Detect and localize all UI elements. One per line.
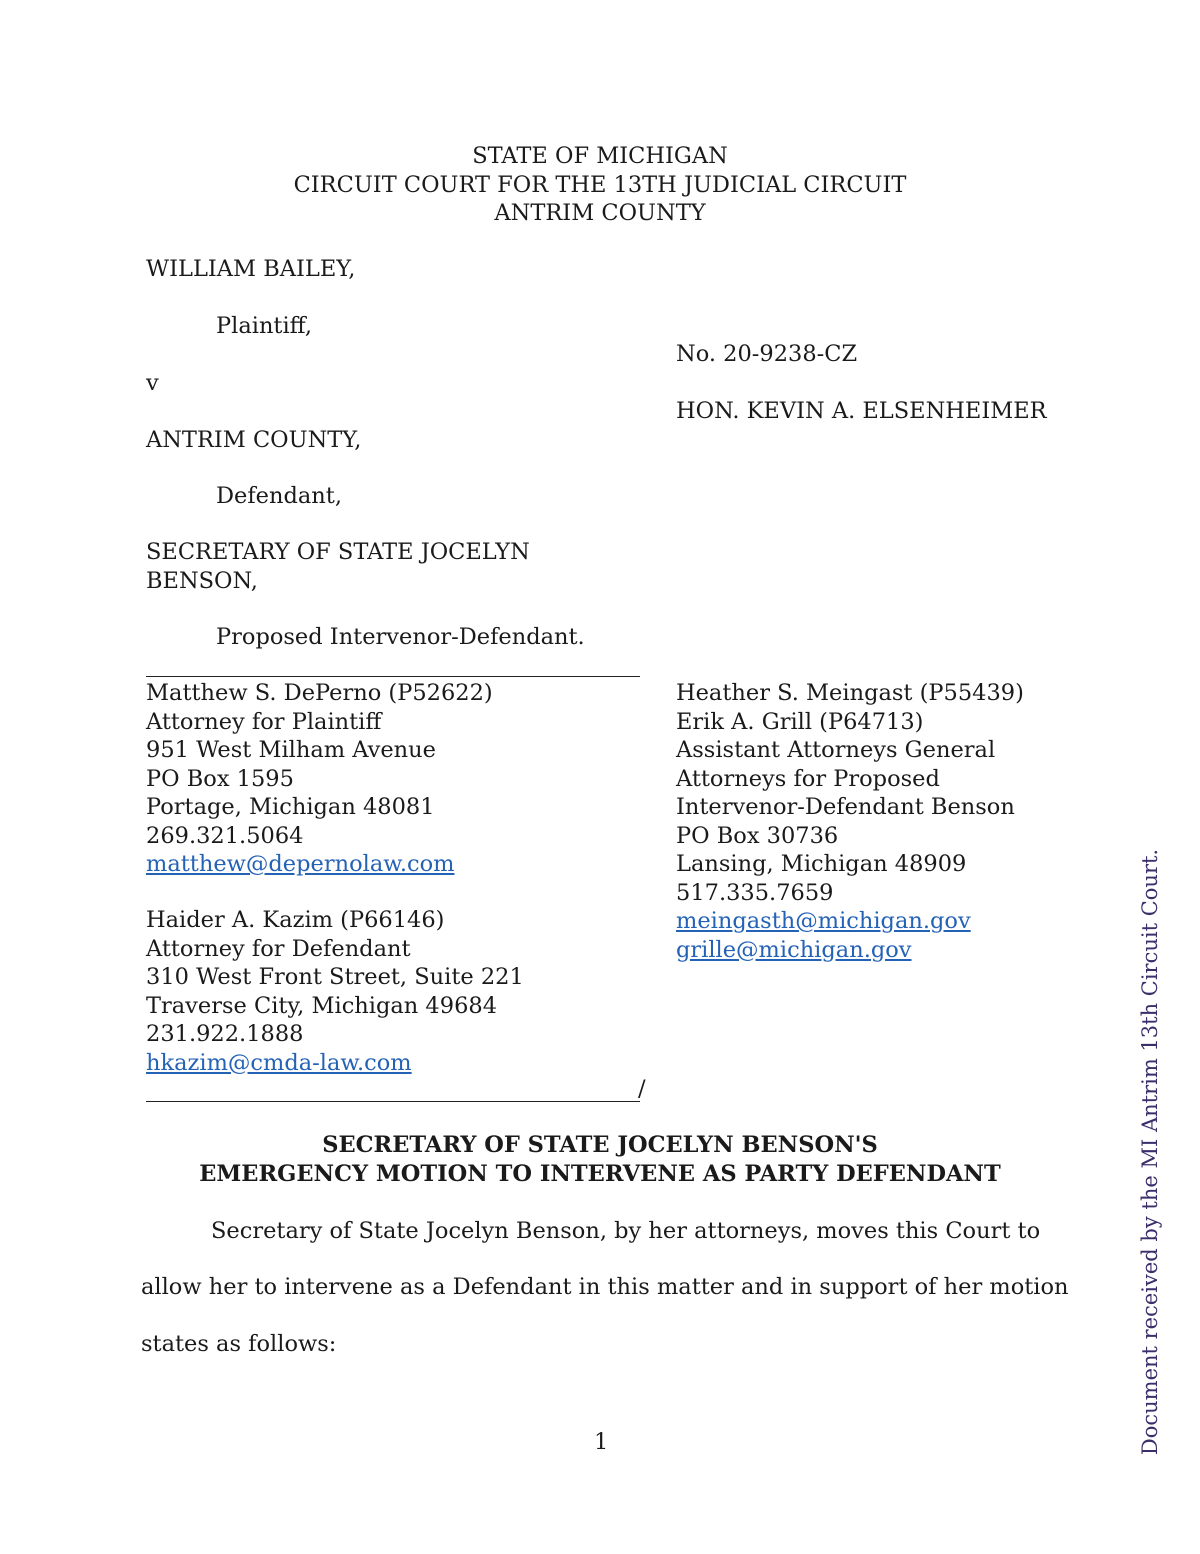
intervenor-counsel-title: Assistant Attorneys General [676, 737, 996, 763]
intervenor-counsel-name-2: Erik A. Grill (P64713) [676, 708, 924, 735]
defendant-counsel-block [146, 906, 524, 1077]
intervenor-name-line1: SECRETARY OF STATE JOCELYN [146, 539, 530, 565]
intervenor-name-line2: BENSON, [146, 567, 258, 594]
defendant-counsel-phone: 231.922.1888 [146, 1021, 304, 1047]
court-circuit: CIRCUIT COURT FOR THE 13TH JUDICIAL CIRCUIT [293, 171, 907, 198]
intervenor-counsel-role-1: Attorneys for Proposed [676, 765, 940, 792]
caption-divider-bottom [146, 1101, 640, 1102]
motion-title-line2: EMERGENCY MOTION TO INTERVENE AS PARTY DEFENDANT [199, 1160, 1001, 1187]
court-state: STATE OF MICHIGAN [472, 143, 728, 169]
intervenor-role: Proposed Intervenor-Defendant. [216, 624, 585, 650]
plaintiff-counsel-city: Portage, Michigan 48081 [146, 794, 435, 820]
plaintiff-counsel-phone: 269.321.5064 [146, 822, 304, 849]
caption-end-slash: / [638, 1076, 646, 1102]
case-number: No. 20-9238-CZ [676, 341, 858, 367]
intervenor-counsel-email-link-1[interactable]: meingasth@michigan.gov [676, 908, 971, 934]
defendant-name: ANTRIM COUNTY, [146, 427, 362, 453]
motion-body-line2: allow her to intervene as a Defendant in this matter and in support of her motion [141, 1274, 1069, 1300]
intervenor-counsel-email-link-2[interactable]: grille@michigan.gov [676, 936, 912, 963]
page-number: 1 [594, 1429, 609, 1455]
defendant-role: Defendant, [216, 483, 342, 509]
motion-body-line1: Secretary of State Jocelyn Benson, by her attorneys, moves this Court to [211, 1218, 1041, 1244]
versus: v [146, 370, 159, 396]
defendant-counsel-street: 310 West Front Street, Suite 221 [146, 964, 524, 990]
defendant-counsel-title: Attorney for Defendant [146, 935, 411, 962]
intervenor-counsel-role-2: Intervenor-Defendant Benson [676, 794, 1015, 820]
plaintiff-counsel-title: Attorney for Plaintiff [146, 708, 382, 735]
caption-divider-top [146, 676, 640, 677]
plaintiff-counsel-street: 951 West Milham Avenue [146, 737, 436, 763]
motion-body-line3: states as follows: [141, 1331, 337, 1357]
intervenor-counsel-phone: 517.335.7659 [676, 879, 834, 906]
defendant-counsel-name: Haider A. Kazim (P66146) [146, 907, 445, 933]
plaintiff-counsel-pobox: PO Box 1595 [146, 765, 294, 792]
court-county: ANTRIM COUNTY [494, 200, 706, 226]
intervenor-counsel-pobox: PO Box 30736 [676, 822, 839, 849]
intervenor-counsel-name-1: Heather S. Meingast (P55439) [676, 680, 1024, 706]
intervenor-name [146, 538, 530, 595]
court-receipt-stamp: Document received by the MI Antrim 13th Circuit Court. [1137, 848, 1162, 1456]
plaintiff-name: WILLIAM BAILEY, [146, 256, 356, 282]
motion-title [0, 1131, 1200, 1188]
plaintiff-counsel-name: Matthew S. DePerno (P52622) [146, 680, 493, 706]
intervenor-counsel-city: Lansing, Michigan 48909 [676, 851, 967, 877]
defendant-counsel-email-link[interactable]: hkazim@cmda-law.com [146, 1049, 412, 1076]
motion-title-line1: SECRETARY OF STATE JOCELYN BENSON'S [322, 1132, 878, 1158]
defendant-counsel-city: Traverse City, Michigan 49684 [146, 992, 498, 1019]
court-header [0, 142, 1200, 228]
judge-name: HON. KEVIN A. ELSENHEIMER [676, 398, 1047, 424]
plaintiff-counsel-block [146, 679, 493, 879]
plaintiff-counsel-email-link[interactable]: matthew@depernolaw.com [146, 851, 455, 877]
plaintiff-role: Plaintiff, [216, 313, 313, 339]
intervenor-counsel-block [676, 679, 1024, 964]
